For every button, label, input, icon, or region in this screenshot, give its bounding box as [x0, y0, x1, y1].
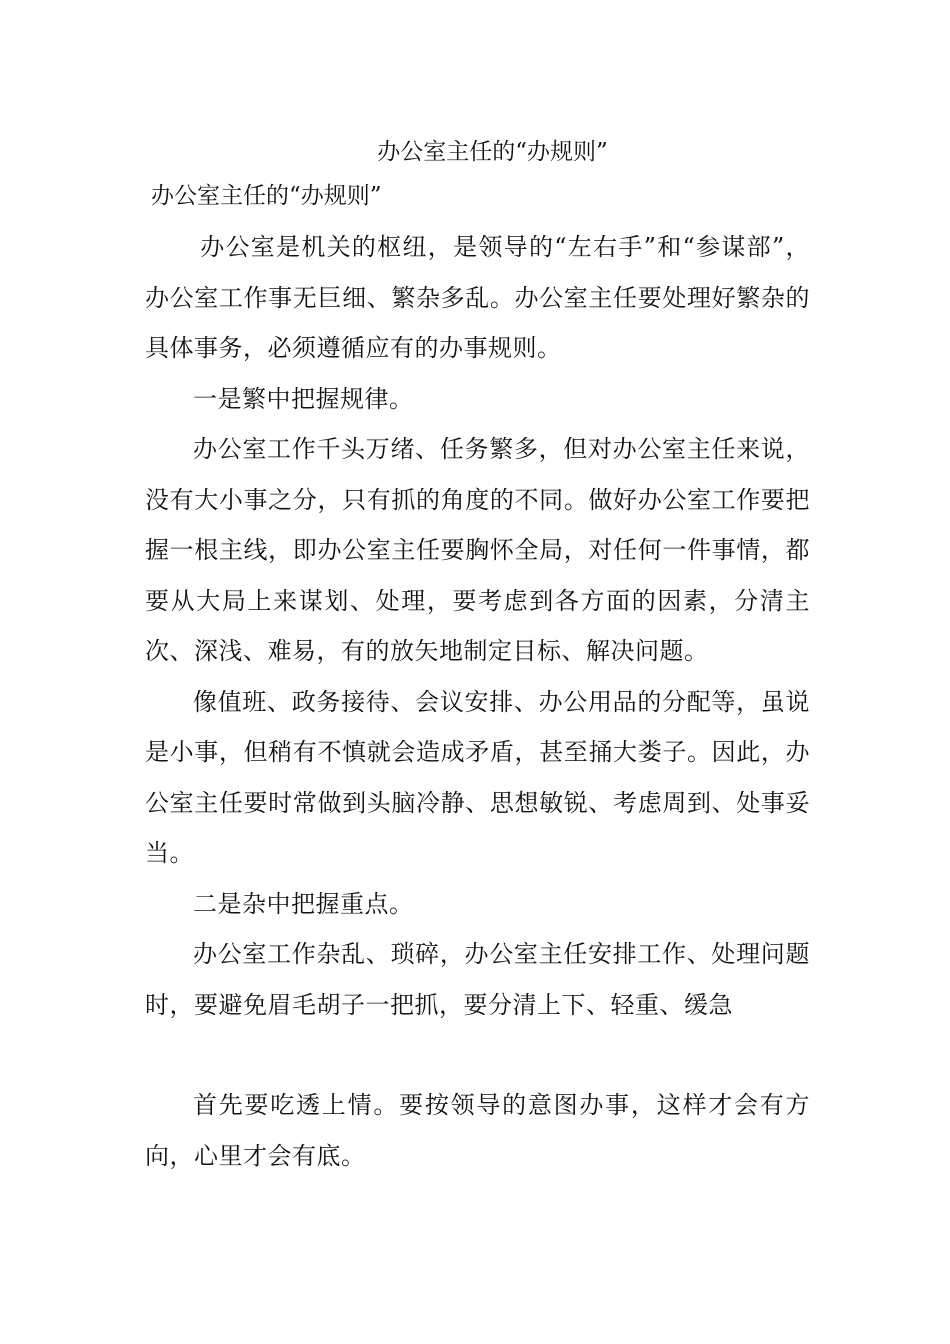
paragraph-3: 像值班、政务接待、会议安排、办公用品的分配等，虽说是小事，但稍有不慎就会造成矛盾，甚至捅大娄子。因此，办公室主任要时常做到头脑冷静、思想敏锐、考虑周到、处事妥当。 — [145, 687, 810, 867]
paragraph-2: 办公室工作千头万绪、任务繁多，但对办公室主任来说，没有大小事之分，只有抓的角度的不同。做好办公室工作要把握一根主线，即办公室主任要胸怀全局，对任何一件事情，都要从大局上来谋划、处理，要考虑到各方面的因素，分清主次、深浅、难易，有的放矢地制定目标、解决问题。 — [145, 435, 810, 665]
section-heading-1: 一是繁中把握规律。 — [193, 384, 414, 413]
paragraph-intro: 办公室是机关的枢纽，是领导的“左右手”和“参谋部”，办公室工作事无巨细、繁杂多乱。办公室主任要处理好繁杂的具体事务，必须遵循应有的办事规则。 — [145, 233, 810, 362]
paragraph-6: 首先要吃透上情。要按领导的意图办事，这样才会有方向，心里才会有底。 — [145, 1091, 810, 1170]
section-heading-2: 二是杂中把握重点。 — [193, 889, 414, 918]
document-body — [145, 130, 810, 1181]
paragraph-5: 办公室工作杂乱、琐碎，办公室主任安排工作、处理问题时，要避免眉毛胡子一把抓，要分清上下、轻重、缓急 — [145, 940, 810, 1019]
document-subtitle: 办公室主任的“办规则” — [151, 183, 382, 209]
document-title: 办公室主任的“办规则” — [377, 139, 608, 165]
paragraph-gap — [145, 1030, 810, 1080]
